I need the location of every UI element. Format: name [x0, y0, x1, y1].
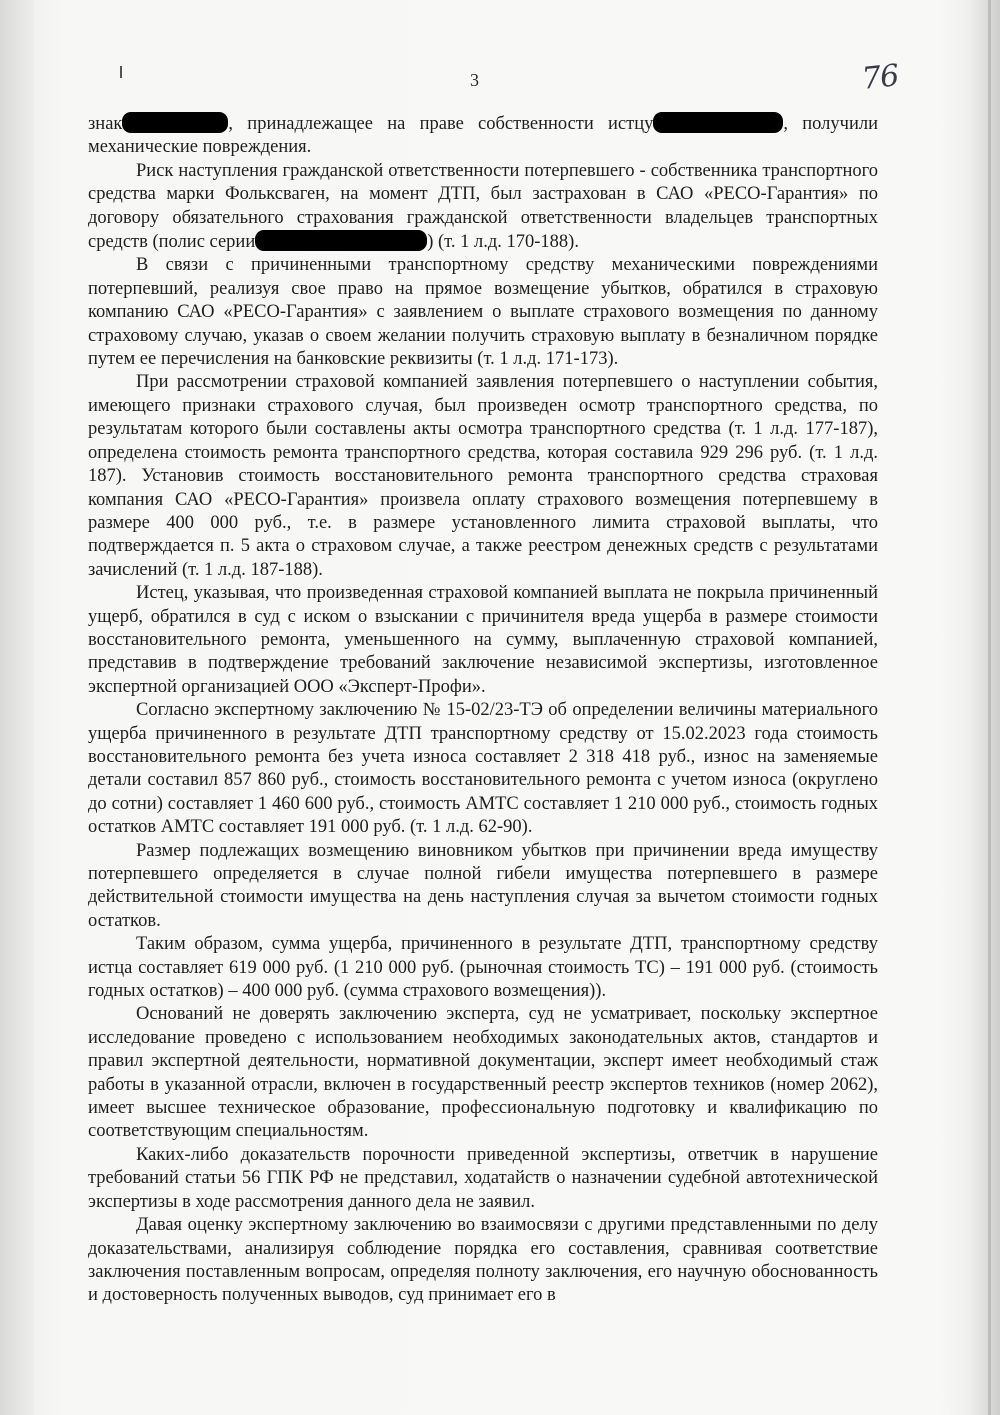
paragraph: Согласно экспертному заключению № 15-02/23-ТЭ об определении величины материального ущерба причиненного в результате ДТП транспортному средству от 15.02.2023 года стоимость восстановительного ремонта без учета износа составляет 2 318 418 руб., износ на заменяемые детали составил 857 860 руб., стоимость восстановительного ремонта с учетом износа (округлено до сотни) составляет 1 460 600 руб., стоимость АМТС составляет 1 210 000 руб., стоимость годных остатков АМТС составляет 191 000 руб. (т. 1 л.д. 62-90). [88, 700, 878, 838]
redaction-bar [255, 230, 427, 251]
paragraph: Размер подлежащих возмещению виновником убытков при причинении вреда имуществу потерпевшего определяется в случае полной гибели имущества потерпевшего в размере действительной стоимости имущества на день наступления случая за вычетом стоимости годных остатков. [88, 840, 878, 931]
paragraph: знак , принадлежащее на праве собственности истцу , получили механические повреждения. [88, 114, 878, 158]
scan-left-edge [0, 0, 34, 1415]
paragraph: Каких-либо доказательств порочности приведенной экспертизы, ответчик в нарушение требований статьи 56 ГПК РФ не представил, ходатайств о назначении судебной автотехнической экспертизы в ходе рассмотрения данного дела не заявил. [88, 1144, 878, 1212]
page-number: 3 [470, 70, 479, 90]
paragraph: В связи с причиненными транспортному средству механическими повреждениями потерпевший, реализуя свое право на прямое возмещение убытков, обратился в страховую компанию САО «РЕСО-Гарантия» с заявлением о выплате страхового возмещения по данному страховому случаю, указав о своем желании получить страховую выплату в безналичном порядке путем ее перечисления на банковские реквизиты (т. 1 л.д. 171-173). [88, 255, 878, 370]
scan-mark [120, 66, 122, 78]
document-body [88, 112, 878, 1308]
handwritten-page-note: 76 [860, 58, 900, 97]
paragraph: Давая оценку экспертному заключению во взаимосвязи с другими представленными по делу доказательствами, анализируя соблюдение порядка его составления, сравнивая соответствие заключения поставленным вопросам, определяя полноту заключения, его научную обоснованность и достоверность полученных выводов, суд принимает его в [88, 1215, 878, 1306]
scan-right-edge [970, 0, 1000, 1415]
paragraph: Таким образом, сумма ущерба, причиненного в результате ДТП, транспортному средству истца составляет 619 000 руб. (1 210 000 руб. (рыночная стоимость ТС) – 191 000 руб. (стоимость годных остатков) – 400 000 руб. (сумма страхового возмещения)). [88, 934, 878, 1002]
paragraph: Истец, указывая, что произведенная страховой компанией выплата не покрыла причиненный ущерб, обратился в суд с иском о взыскании с причинителя вреда ущерба в размере стоимости восстановительного ремонта, уменьшенного на сумму, выплаченную страховой компанией, представив в подтверждение требований заключение независимой экспертизы, изготовленное экспертной организацией ООО «Эксперт-Профи». [88, 583, 878, 697]
paragraph: Оснований не доверять заключению эксперта, суд не усматривает, поскольку экспертное исследование проведено с использованием необходимых законодательных актов, стандартов и правил экспертной деятельности, нормативной документации, эксперт имеет необходимый стаж работы в указанной отрасли, включен в государственный реестр экспертов техников (номер 2062), имеет высшее техническое образование, профессиональную подготовку и квалификацию по соответствующим специальностям. [88, 1004, 878, 1142]
paragraph: При рассмотрении страховой компанией заявления потерпевшего о наступлении события, имеющего признаки страхового случая, был произведен осмотр транспортного средства, по результатам которого были составлены акты осмотра транспортного средства (т. 1 л.д. 177-187), определена стоимость ремонта транспортного средства, которая составила 929 296 руб. (т. 1 л.д. 187). Установив стоимость восстановительного ремонта транспортного средства страховая компания САО «РЕСО-Гарантия» произвела оплату страхового возмещения потерпевшему в размере 400 000 руб., т.е. в размере установленного лимита страховой выплаты, что подтверждается п. 5 акта о страховом случае, а также реестром денежных средств с результатами зачислений (т. 1 л.д. 187-188). [88, 372, 878, 580]
redaction-bar [122, 112, 228, 133]
redaction-bar [653, 112, 783, 133]
paragraph: Риск наступления гражданской ответственности потерпевшего - собственника транспортного средства марки Фольксваген, на момент ДТП, был застрахован в САО «РЕСО-Гарантия» по договору обязательного страхования гражданской ответственности владельцев транспортных средств (полис серии ) (т. 1 л.д. 170-188). [88, 160, 878, 253]
